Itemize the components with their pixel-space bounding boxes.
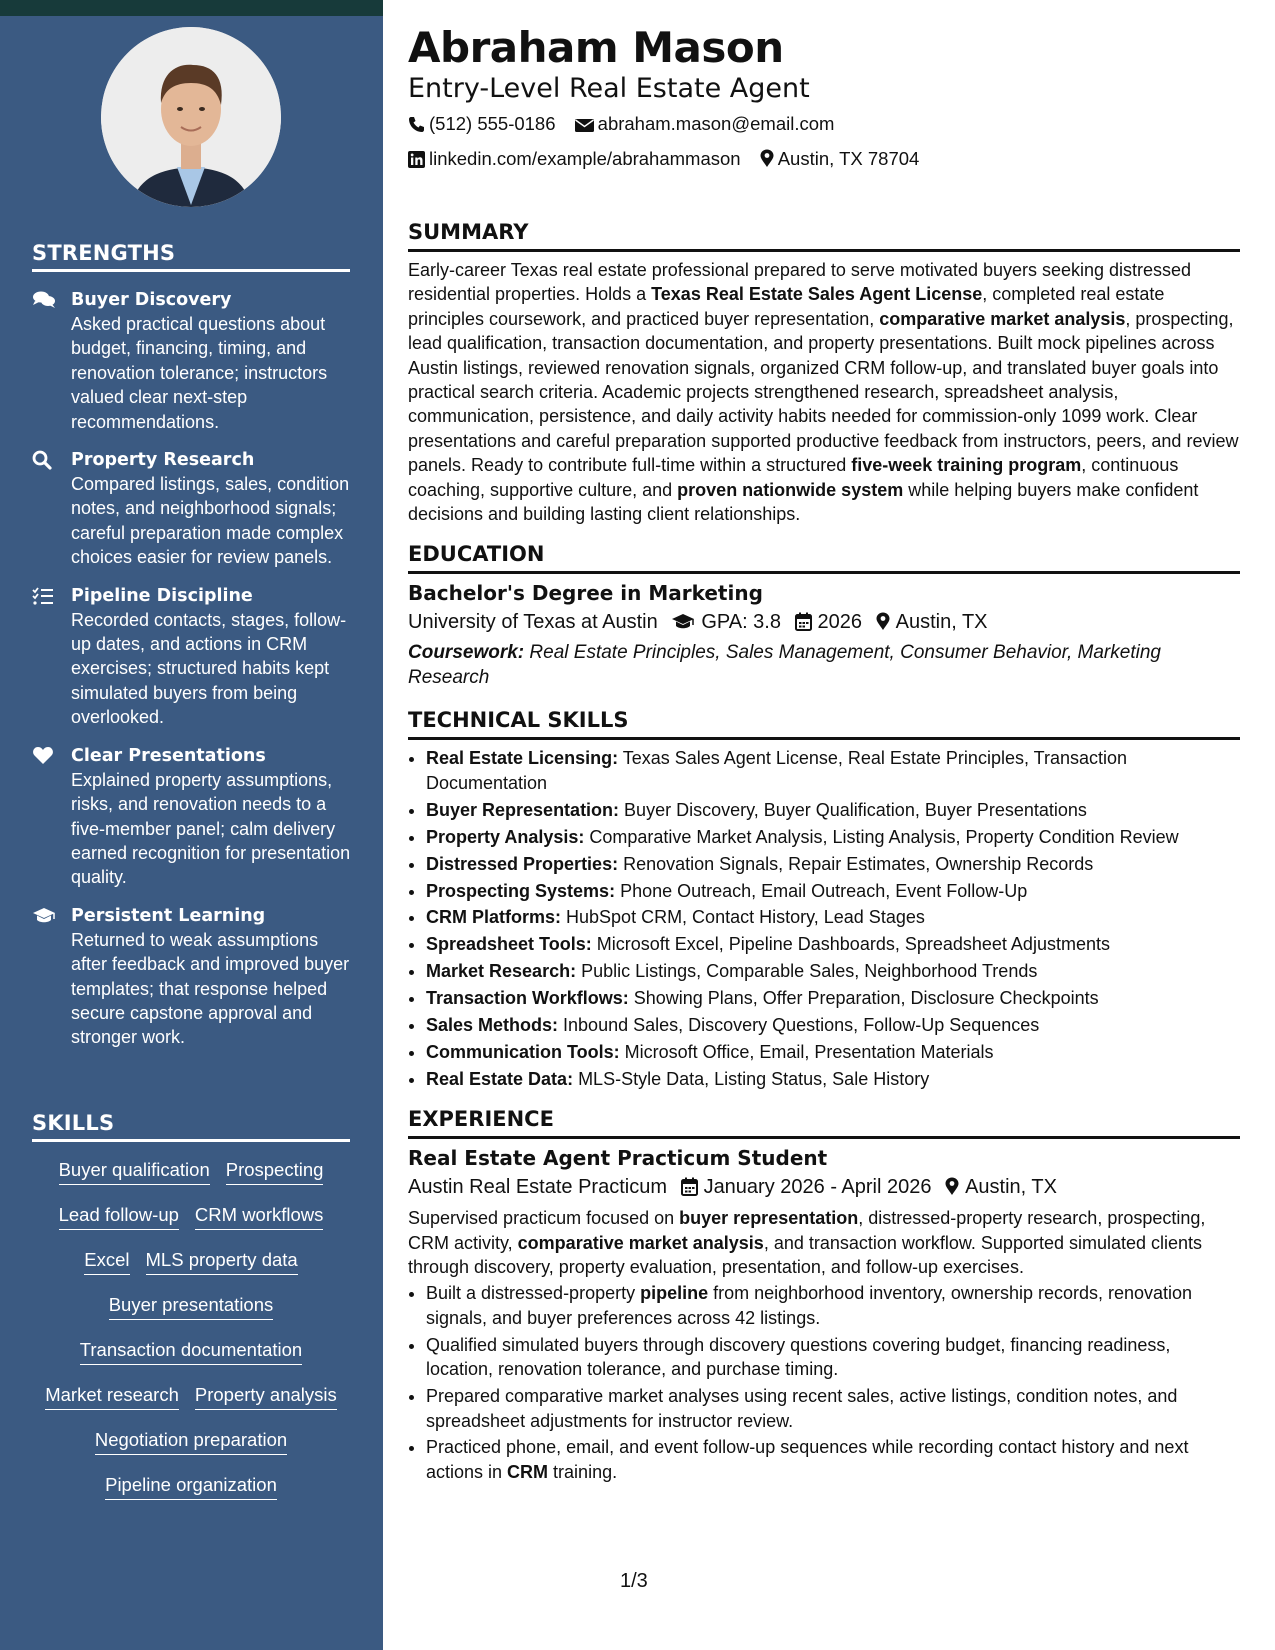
bullet-text: Prepared comparative market analyses using recent sales, active listings, condition notes, and spreadsheet adjustments for instructor review. (426, 1386, 1178, 1431)
location-text: Austin, TX 78704 (777, 148, 920, 169)
skill-tag: Transaction documentation (80, 1338, 302, 1365)
job-location: Austin, TX (965, 1176, 1057, 1199)
contact-line (408, 108, 1240, 143)
experience-bullet (426, 1435, 1240, 1484)
strength-item (32, 584, 354, 730)
strength-title: Persistent Learning (71, 905, 266, 926)
map-pin-icon (876, 609, 890, 641)
skill-category: Spreadsheet Tools: (426, 934, 592, 955)
experience-bullet (426, 1281, 1240, 1330)
skill-values: Texas Sales Agent License, Real Estate Principles, Transaction Documentation (426, 748, 1128, 793)
experience-bullet (426, 1333, 1240, 1382)
experience-bullets (408, 1281, 1240, 1484)
contact-location (760, 143, 920, 178)
skill-values: Public Listings, Comparable Sales, Neighborhood Trends (576, 961, 1038, 982)
contact-linkedin[interactable] (408, 143, 741, 178)
contact-line (408, 143, 1240, 178)
skill-category: Prospecting Systems: (426, 880, 616, 901)
coursework-label: Coursework: (408, 642, 525, 664)
summary-highlight: comparative market analysis (879, 308, 1126, 329)
skill-tag: Buyer qualification (59, 1158, 210, 1185)
task-list-icon (32, 586, 56, 606)
skill-row (32, 1383, 350, 1428)
technical-skill-item (426, 932, 1240, 956)
technical-skill-item (426, 1040, 1240, 1064)
candidate-headline: Entry-Level Real Estate Agent (408, 73, 810, 104)
summary-text (408, 258, 1240, 526)
heart-icon (32, 746, 56, 766)
skill-category: Distressed Properties: (426, 853, 619, 874)
sidebar-top-bar (0, 0, 383, 16)
description-text-part: Supervised practicum focused on (408, 1208, 680, 1229)
strength-item (32, 744, 354, 890)
bullet-highlight: pipeline (640, 1283, 709, 1304)
envelope-icon (575, 111, 594, 143)
skill-tag: Negotiation preparation (95, 1428, 287, 1455)
skill-tag: Prospecting (226, 1158, 324, 1185)
calendar-icon (681, 1174, 698, 1206)
employment-dates: January 2026 - April 2026 (703, 1176, 932, 1199)
map-pin-icon (760, 146, 774, 178)
skills-heading: SKILLS (32, 1111, 350, 1142)
skill-tag: Excel (84, 1248, 129, 1275)
main-content (408, 22, 1240, 1487)
description-highlight: comparative market analysis (517, 1232, 764, 1253)
strength-description: Returned to weak assumptions after feedback and improved buyer templates; that response helped secure capstone approval and stronger work. (71, 929, 350, 1048)
technical-skill-item (426, 986, 1240, 1010)
technical-skill-item (426, 959, 1240, 983)
technical-skill-item (426, 746, 1240, 795)
skill-category: Real Estate Licensing: (426, 748, 619, 769)
skill-category: Market Research: (426, 961, 577, 982)
skill-row (32, 1248, 350, 1293)
strength-description: Explained property assumptions, risks, and renovation needs to a five-member panel; calm delivery earned recognition for presentation quality. (71, 769, 351, 888)
page-number: 1/3 (620, 1570, 648, 1592)
contact-email[interactable] (575, 108, 835, 143)
strengths-heading: STRENGTHS (32, 241, 350, 272)
gpa-text: GPA: 3.8 (701, 611, 781, 634)
graduation-cap-icon (671, 609, 695, 641)
technical-skill-item (426, 905, 1240, 929)
experience-description (408, 1206, 1240, 1279)
strength-item (32, 448, 354, 570)
skill-row (32, 1158, 350, 1203)
phone-text: (512) 555-0186 (429, 113, 556, 134)
summary-text-part: while helping buyers make confident decisions and building lasting client relationships. (408, 479, 1199, 525)
skill-tag: Market research (45, 1383, 179, 1410)
skill-category: Real Estate Data: (426, 1068, 574, 1089)
bullet-text: Practiced phone, email, and event follow-up sequences while recording contact history and next actions in (426, 1437, 1189, 1482)
linkedin-icon (408, 146, 425, 178)
organization-name: Austin Real Estate Practicum (408, 1176, 667, 1199)
education-heading: EDUCATION (408, 540, 1240, 574)
skill-tag: MLS property data (146, 1248, 298, 1275)
skill-row (32, 1428, 350, 1473)
strength-description: Recorded contacts, stages, follow-up dates, and actions in CRM exercises; structured habits kept simulated buyers from being overlooked. (71, 609, 347, 728)
description-highlight: buyer representation (679, 1208, 859, 1229)
skill-tag: CRM workflows (195, 1203, 323, 1230)
summary-text-part: Early-career Texas real estate professional prepared to serve motivated buyers seeking distressed residential properties. Holds a (408, 260, 1192, 305)
graduation-year: 2026 (817, 611, 863, 634)
technical-skills-list (408, 746, 1240, 1091)
skill-row (32, 1203, 350, 1248)
bullet-text: Qualified simulated buyers through discovery questions covering budget, financing readiness, location, renovation tolerance, and purchase timing. (426, 1334, 1171, 1380)
strength-description: Asked practical questions about budget, financing, timing, and renovation tolerance; instructors valued clear next-step recommendations. (71, 314, 328, 432)
technical-skill-item (426, 1067, 1240, 1091)
sidebar (0, 0, 383, 1650)
skill-values: Inbound Sales, Discovery Questions, Follow-Up Sequences (558, 1015, 1040, 1036)
skill-values: Buyer Discovery, Buyer Qualification, Buyer Presentations (619, 799, 1087, 820)
technical-skill-item (426, 825, 1240, 849)
technical-skill-item (426, 852, 1240, 876)
email-link[interactable]: abraham.mason@email.com (597, 113, 835, 134)
school-location: Austin, TX (895, 611, 988, 634)
job-title: Real Estate Agent Practicum Student (408, 1146, 828, 1171)
strength-title: Clear Presentations (71, 745, 266, 766)
bullet-highlight: CRM (507, 1461, 549, 1482)
strengths-list (32, 288, 354, 1064)
skill-category: CRM Platforms: (426, 907, 562, 928)
experience-meta (408, 1171, 1240, 1206)
skill-row (32, 1338, 350, 1383)
education-meta (408, 606, 1240, 641)
strength-item (32, 288, 354, 434)
skill-values: HubSpot CRM, Contact History, Lead Stages (561, 907, 925, 928)
coursework-list: Real Estate Principles, Sales Management, Consumer Behavior, Marketing Research (408, 642, 1161, 688)
skill-row (32, 1293, 350, 1338)
skill-values: Phone Outreach, Email Outreach, Event Follow-Up (615, 880, 1028, 901)
skill-values: Showing Plans, Offer Preparation, Disclosure Checkpoints (628, 988, 1099, 1009)
phone-icon (408, 111, 425, 143)
bullet-text: from neighborhood inventory, ownership records, renovation signals, and buyer preferences across 42 listings. (426, 1283, 1193, 1328)
candidate-name: Abraham Mason (408, 23, 784, 72)
summary-highlight: five-week training program (851, 455, 1082, 476)
skill-category: Sales Methods: (426, 1015, 559, 1036)
technical-skill-item (426, 1013, 1240, 1037)
search-icon (32, 450, 56, 470)
strength-title: Pipeline Discipline (71, 585, 253, 606)
strength-title: Buyer Discovery (71, 290, 232, 310)
bullet-text: training. (548, 1461, 618, 1482)
skill-category: Buyer Representation: (426, 799, 620, 820)
skill-tag: Pipeline organization (105, 1473, 277, 1500)
calendar-icon (795, 609, 812, 641)
technical-skill-item (426, 798, 1240, 822)
skill-row (32, 1473, 350, 1518)
strength-title: Property Research (71, 450, 255, 471)
summary-highlight: proven nationwide system (677, 479, 904, 500)
summary-heading: SUMMARY (408, 218, 1240, 252)
skill-values: Microsoft Office, Email, Presentation Materials (619, 1041, 994, 1062)
map-pin-icon (945, 1174, 959, 1206)
skill-values: Comparative Market Analysis, Listing Analysis, Property Condition Review (584, 826, 1179, 847)
skill-values: MLS-Style Data, Listing Status, Sale History (573, 1068, 930, 1089)
coursework-text (408, 641, 1240, 690)
skill-tag: Buyer presentations (109, 1293, 274, 1320)
degree-title: Bachelor's Degree in Marketing (408, 581, 763, 606)
summary-text-part: , prospecting, lead qualification, transaction documentation, and property presentations. Built mock pipelines across Austin listings, reviewed renovation signals, organized CRM follow-up, and translated buyer goals into practical search criteria. Academic projects strengthened research, spreadsheet analysis, communication, persistence, and daily activity habits needed for commission-only 1099 work. Clear presentations and careful preparation supported productive feedback from instructors, peers, and review panels. Ready to contribute full-time within a structured (408, 308, 1239, 476)
bullet-text: Built a distressed-property (426, 1283, 641, 1304)
strength-item (32, 904, 354, 1050)
graduation-cap-icon (32, 906, 56, 926)
experience-heading: EXPERIENCE (408, 1105, 1240, 1139)
comments-icon (32, 290, 56, 310)
strength-description: Compared listings, sales, condition notes, and neighborhood signals; careful preparation made complex choices easier for review panels. (71, 474, 350, 568)
summary-text-part: , continuous coaching, supportive culture, and (408, 455, 1179, 500)
profile-photo (101, 27, 281, 207)
summary-highlight: Texas Real Estate Sales Agent License (651, 284, 983, 305)
skill-tag: Property analysis (195, 1383, 337, 1410)
skill-category: Property Analysis: (426, 826, 585, 847)
description-text-part: , and transaction workflow. Supported simulated clients through discovery, property evaluation, presentation, and follow-up exercises. (408, 1232, 1203, 1278)
experience-bullet (426, 1384, 1240, 1433)
skills-list (32, 1158, 350, 1518)
skill-category: Communication Tools: (426, 1041, 620, 1062)
school-name: University of Texas at Austin (408, 611, 658, 634)
contact-phone (408, 108, 556, 143)
skill-tag: Lead follow-up (59, 1203, 179, 1230)
linkedin-link[interactable]: linkedin.com/example/abrahammason (429, 148, 741, 169)
summary-text-part: , completed real estate principles coursework, and practiced buyer representation, (408, 284, 1165, 329)
skill-values: Microsoft Excel, Pipeline Dashboards, Spreadsheet Adjustments (591, 934, 1110, 955)
technical-skill-item (426, 879, 1240, 903)
skill-category: Transaction Workflows: (426, 988, 629, 1009)
description-text-part: , distressed-property research, prospecting, CRM activity, (408, 1208, 1206, 1253)
technical-skills-heading: TECHNICAL SKILLS (408, 706, 1240, 740)
skill-values: Renovation Signals, Repair Estimates, Ownership Records (618, 853, 1094, 874)
